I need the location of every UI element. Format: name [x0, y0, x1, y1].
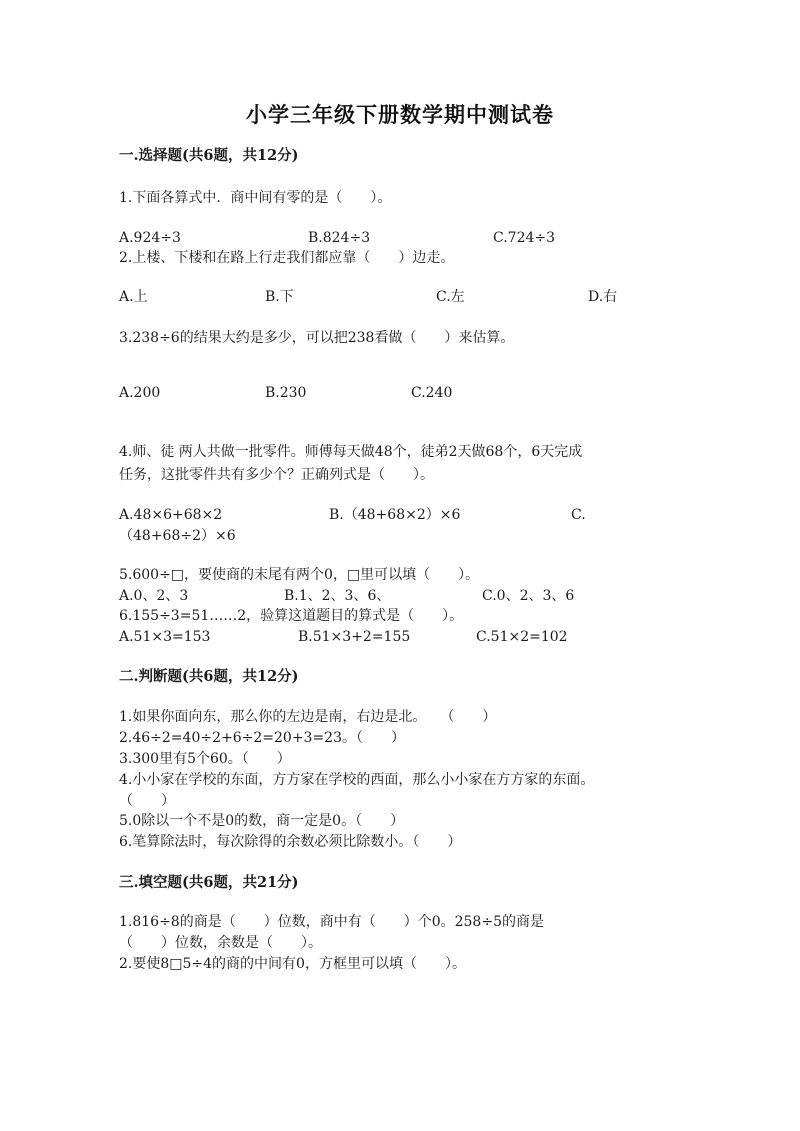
section-header-fill-blank: 三.填空题(共6题，共21分) [119, 874, 299, 891]
option-c-continued: （48+68÷2）×6 [119, 528, 236, 544]
judgement-item: 1.如果你面向东，那么你的左边是南，右边是北。 （ ） [119, 709, 497, 725]
fill-blank-item: 1.816÷8的商是（ ）位数，商中有（ ）个0。258÷5的商是 [119, 914, 544, 930]
judgement-item-continued: （ ） [119, 793, 175, 809]
option-b: B.1、2、3、6、 [284, 588, 391, 604]
option-a: A.0、2、3 [119, 588, 189, 604]
option-a: A.200 [119, 385, 161, 401]
question-stem-continued: 任务，这批零件共有多少个？正确列式是（ ）。 [119, 467, 434, 483]
option-d: D.右 [588, 289, 618, 305]
option-b: B.824÷3 [308, 230, 371, 246]
option-a: A.51×3=153 [119, 629, 211, 645]
judgement-item: 5.0除以一个不是0的数，商一定是0。（ ） [119, 813, 405, 829]
judgement-item: 6.笔算除法时，每次除得的余数必须比除数小。（ ） [119, 834, 462, 850]
option-b: B.51×3+2=155 [298, 629, 411, 645]
option-a: A.上 [119, 289, 148, 305]
option-b: B.下 [265, 289, 294, 305]
option-b: B.（48+68×2）×6 [329, 507, 461, 523]
question-stem: 1.下面各算式中．商中间有零的是（ ）。 [119, 190, 392, 206]
question-stem: 3.238÷6的结果大约是多少，可以把238看做（ ）来估算。 [119, 330, 515, 346]
option-c: C.51×2=102 [476, 629, 568, 645]
page-title: 小学三年级下册数学期中测试卷 [246, 102, 554, 127]
option-c: C. [571, 507, 586, 523]
question-stem: 6.155÷3=51……2，验算这道题目的算式是（ ）。 [119, 608, 464, 624]
section-header-true-false: 二.判断题(共6题，共12分) [119, 668, 299, 685]
question-stem: 4.师、徒 两人共做一批零件。师傅每天做48个，徒弟2天做68个，6天完成 [119, 444, 583, 460]
question-stem: 2.上楼、下楼和在路上行走我们都应靠（ ）边走。 [119, 250, 455, 266]
option-c: C.724÷3 [493, 230, 556, 246]
option-c: C.0、2、3、6 [482, 588, 575, 604]
section-header-multiple-choice: 一.选择题(共6题，共12分) [119, 147, 299, 164]
option-c: C.左 [436, 289, 465, 305]
judgement-item: 4.小小家在学校的东面，方方家在学校的西面，那么小小家在方方家的东面。 [119, 772, 595, 788]
judgement-item: 3.300里有5个60。（ ） [119, 751, 291, 767]
judgement-item: 2.46÷2=40÷2+6÷2=20+3=23。（ ） [119, 730, 405, 746]
question-stem: 5.600÷□，要使商的末尾有两个0，□里可以填（ ）。 [119, 567, 480, 583]
option-a: A.924÷3 [119, 230, 181, 246]
fill-blank-item: 2.要使8□5÷4的商的中间有0，方框里可以填（ ）。 [119, 956, 466, 972]
fill-blank-item-continued: （ ）位数，余数是（ ）。 [119, 935, 322, 951]
option-a: A.48×6+68×2 [119, 507, 223, 523]
option-b: B.230 [265, 385, 307, 401]
option-c: C.240 [411, 385, 453, 401]
